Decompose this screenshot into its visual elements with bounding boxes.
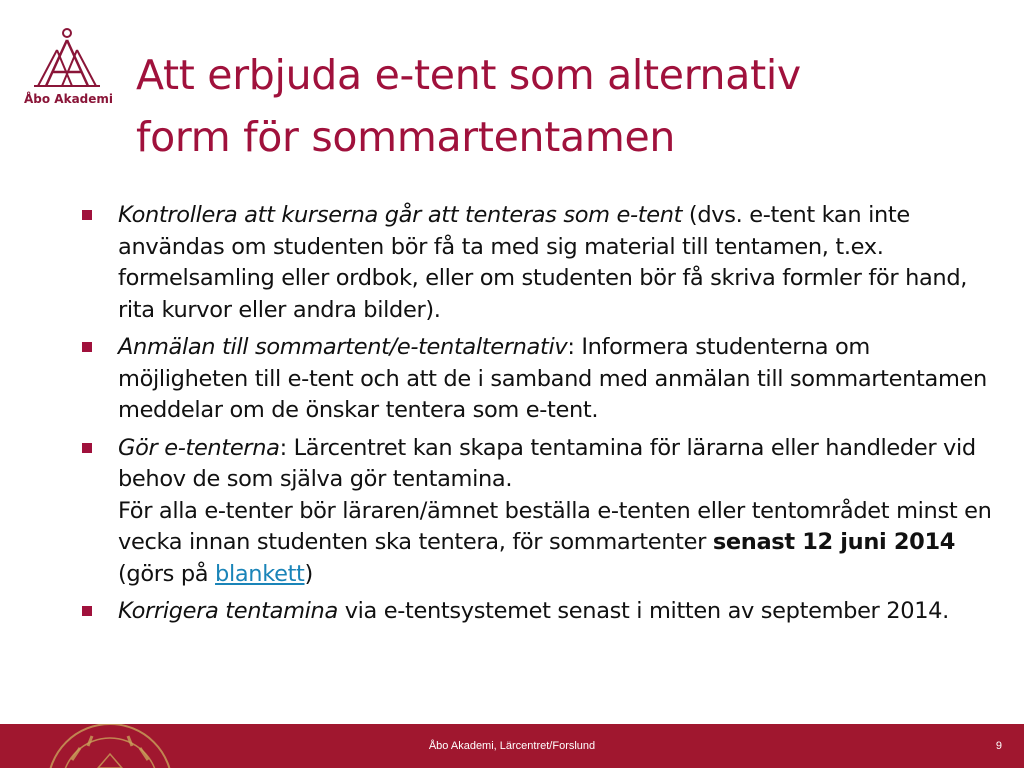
item-lead: Korrigera tentamina xyxy=(118,598,338,624)
item-para2-text: För alla e-tenter bör läraren/ämnet beställa e-tenten eller tentområdet minst en vecka innan studenten ska tentera, för sommartenter xyxy=(118,497,992,555)
deadline-text: senast 12 juni 2014 xyxy=(712,529,956,555)
page-title xyxy=(136,44,996,168)
item-lead: Kontrollera att kurserna går att tenteras som e-tent xyxy=(118,202,683,228)
form-link[interactable]: blankett xyxy=(215,560,305,587)
abo-akademi-logo-icon xyxy=(32,28,102,90)
bullet-list xyxy=(80,200,1000,628)
title-line-1: Att erbjuda e-tent som alternativ xyxy=(136,51,801,99)
university-logo xyxy=(24,28,114,106)
item-text: (dvs. e-tent kan inte användas om studenten bör få ta med sig material till tentamen, t.ex. formelsamling eller ordbok, eller om studenten bör få skriva formler för hand, rita kurvor eller andra bilder). xyxy=(118,202,968,323)
footer-text: Åbo Akademi, Lärcentret/Forslund xyxy=(428,740,596,752)
bullet-square-icon xyxy=(82,443,92,453)
item-para2-mid: (görs på xyxy=(118,560,216,587)
list-item xyxy=(80,596,1000,628)
item-text: : Informera studenterna om möjligheten till e-tent och att de i samband med anmälan till sommartentamen meddelar om de önskar tentera som e-tent. xyxy=(118,334,987,423)
slide-content xyxy=(80,200,1000,634)
item-text: : Lärcentret kan skapa tentamina för lärarna eller handleder vid behov de som själva gör tentamina. xyxy=(118,434,976,492)
item-para2-end: ) xyxy=(304,560,313,587)
bullet-square-icon xyxy=(82,606,92,616)
list-item xyxy=(80,332,1000,427)
item-lead: Anmälan till sommartent/e-tentalternativ xyxy=(118,334,568,360)
footer-bar xyxy=(0,724,1024,768)
bullet-square-icon xyxy=(82,210,92,220)
page-number: 9 xyxy=(995,740,1002,752)
bullet-square-icon xyxy=(82,342,92,352)
list-item xyxy=(80,433,1000,591)
title-line-2: form för sommartentamen xyxy=(136,113,676,161)
item-lead: Gör e-tenterna xyxy=(118,434,280,461)
logo-text: Åbo Akademi xyxy=(24,92,114,106)
item-text: via e-tentsystemet senast i mitten av september 2014. xyxy=(337,598,949,624)
list-item xyxy=(80,200,1000,326)
